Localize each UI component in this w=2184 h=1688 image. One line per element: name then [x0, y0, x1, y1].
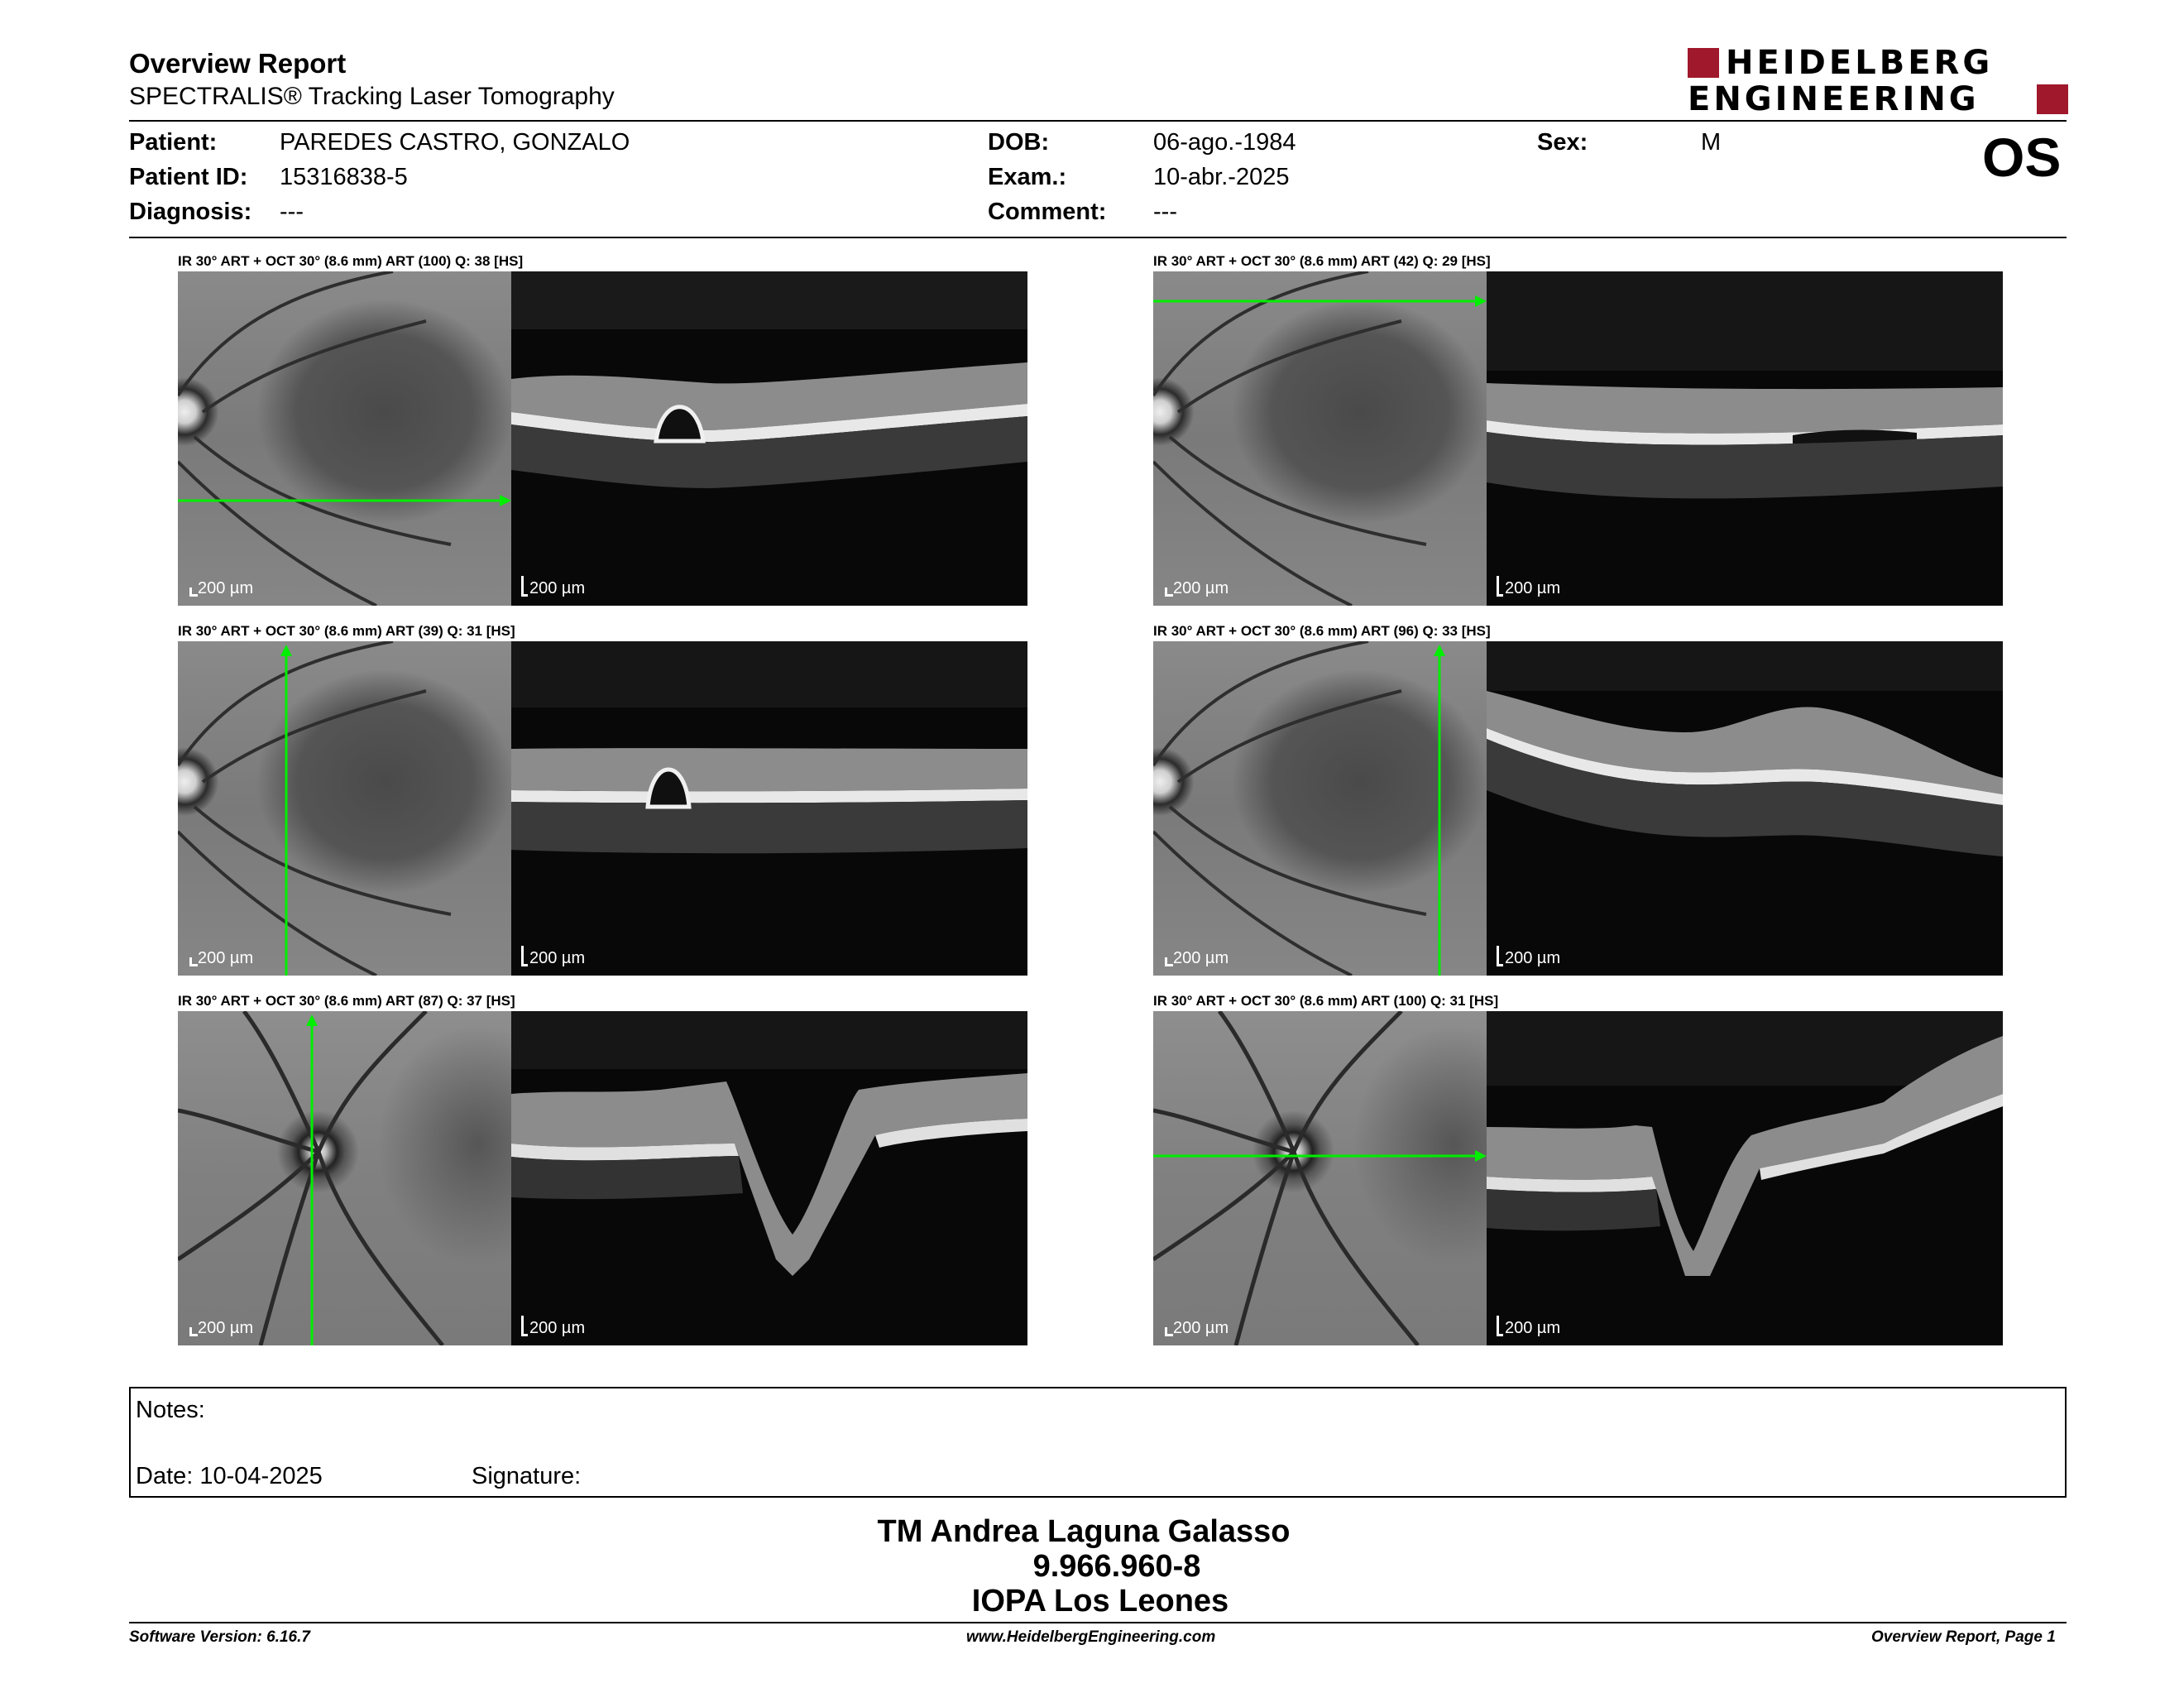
eye-laterality: OS	[1982, 127, 2062, 188]
slo-scale-label: 200 µm	[198, 1319, 254, 1337]
slo-scale-label: 200 µm	[198, 579, 254, 597]
patient-id: 15316838-5	[280, 164, 408, 190]
fundus-image	[178, 641, 511, 976]
fundus-image	[1153, 1011, 1487, 1345]
oct-scale-label: 200 µm	[529, 1319, 586, 1337]
patient-id-label: Patient ID:	[129, 164, 248, 190]
header-rule	[129, 120, 2067, 122]
scan-caption: IR 30° ART + OCT 30° (8.6 mm) ART (96) Q: 33 [HS]	[1153, 623, 1491, 639]
oct-bscan	[1487, 641, 2003, 976]
sex-label: Sex:	[1537, 129, 1588, 156]
heidelberg-logo	[1688, 46, 2068, 116]
oct-bscan	[511, 641, 1027, 976]
logo-line2: ENGINEERING	[1688, 80, 1980, 118]
fundus-image	[1153, 641, 1487, 976]
oct-bscan	[511, 271, 1027, 606]
comment-label: Comment:	[988, 199, 1107, 225]
fundus-image	[178, 1011, 511, 1345]
notes-box[interactable]	[129, 1387, 2067, 1498]
notes-label: Notes:	[136, 1397, 205, 1423]
oct-bscan	[1487, 271, 2003, 606]
scan-caption: IR 30° ART + OCT 30° (8.6 mm) ART (87) Q: 37 [HS]	[178, 993, 515, 1009]
logo-line1: HEIDELBERG	[1726, 44, 1994, 82]
oct-scale-label: 200 µm	[1505, 1319, 1561, 1337]
software-version: Software Version: 6.16.7	[129, 1628, 310, 1646]
patient-label: Patient:	[129, 129, 218, 156]
diagnosis-label: Diagnosis:	[129, 199, 252, 225]
exam-label: Exam.:	[988, 164, 1067, 190]
institution-name: IOPA Los Leones	[971, 1584, 1229, 1618]
slo-scale-label: 200 µm	[1173, 579, 1229, 597]
oct-scale-label: 200 µm	[529, 949, 586, 967]
oct-bscan	[1487, 1011, 2003, 1345]
exam-date: 10-abr.-2025	[1153, 164, 1290, 190]
scan-caption: IR 30° ART + OCT 30° (8.6 mm) ART (39) Q: 31 [HS]	[178, 623, 515, 639]
scan-caption: IR 30° ART + OCT 30° (8.6 mm) ART (100) Q: 31 [HS]	[1153, 993, 1499, 1009]
report-subtitle: SPECTRALIS® Tracking Laser Tomography	[129, 83, 615, 110]
technician-id: 9.966.960-8	[1032, 1549, 1201, 1584]
report-title: Overview Report	[129, 48, 347, 79]
slo-scale-label: 200 µm	[198, 949, 254, 967]
page-number: Overview Report, Page 1	[1871, 1628, 2056, 1646]
date-text: Date: 10-04-2025	[136, 1463, 323, 1489]
signature-label: Signature:	[472, 1463, 582, 1489]
dob-value: 06-ago.-1984	[1153, 129, 1296, 156]
diagnosis-value: ---	[280, 199, 304, 225]
info-rule	[129, 237, 2067, 238]
oct-scale-label: 200 µm	[529, 579, 586, 597]
website-link[interactable]: www.HeidelbergEngineering.com	[966, 1628, 1216, 1646]
patient-name: PAREDES CASTRO, GONZALO	[280, 129, 630, 156]
oct-scale-label: 200 µm	[1505, 949, 1561, 967]
footer-rule	[129, 1622, 2067, 1623]
sex-value: M	[1701, 129, 1722, 156]
slo-scale-label: 200 µm	[1173, 1319, 1229, 1337]
scan-caption: IR 30° ART + OCT 30° (8.6 mm) ART (100) Q: 38 [HS]	[178, 253, 524, 269]
slo-scale-label: 200 µm	[1173, 949, 1229, 967]
scan-caption: IR 30° ART + OCT 30° (8.6 mm) ART (42) Q: 29 [HS]	[1153, 253, 1491, 269]
oct-scale-label: 200 µm	[1505, 579, 1561, 597]
oct-bscan	[511, 1011, 1027, 1345]
technician-name: TM Andrea Laguna Galasso	[877, 1514, 1291, 1549]
fundus-image	[1153, 271, 1487, 606]
comment-value: ---	[1153, 199, 1177, 225]
fundus-image	[178, 271, 511, 606]
dob-label: DOB:	[988, 129, 1050, 156]
